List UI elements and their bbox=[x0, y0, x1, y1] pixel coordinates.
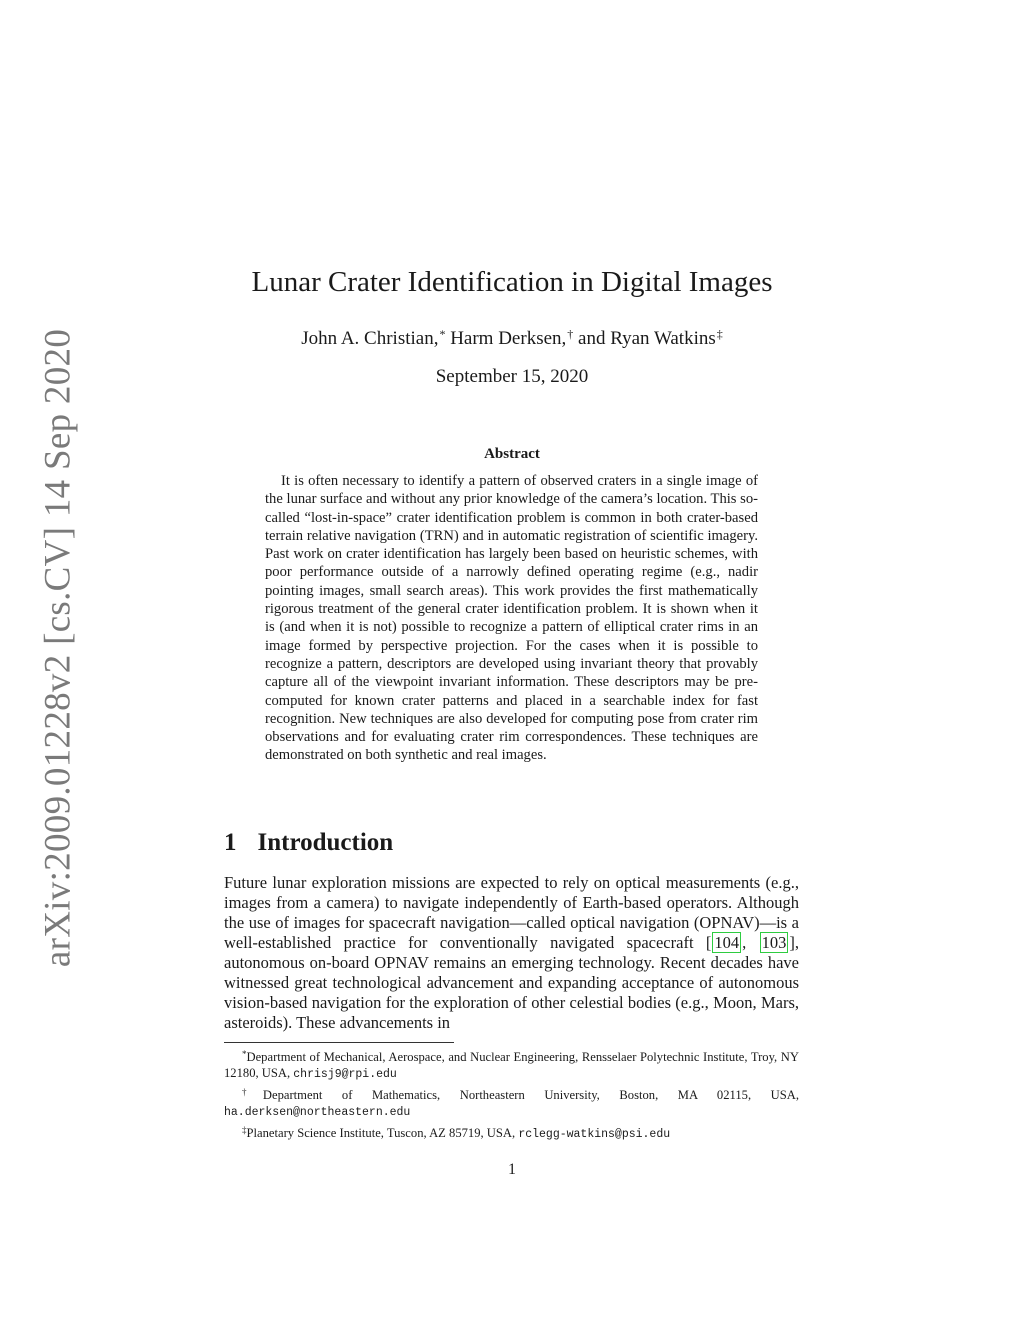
footnote-rule bbox=[224, 1042, 454, 1043]
abstract-text: It is often necessary to identify a pattern of observed craters in a single image of the lunar surface and without any prior knowledge of the camera’s location. This so-called “lost-in-space” crater identification problem is common in both crater-based terrain relative navigation (TRN) and in automatic registration of scientific imagery. Past work on crater identification has largely been based on heuristic schemes, with poor performance outside of a narrowly defined operating regime (e.g., nadir pointing images, small search areas). This work provides the first mathematically rigorous treatment of the general crater identification problem. It is shown when it is (and when it is not) possible to recognize a pattern of elliptical crater rims in an image formed by perspective projection. For the cases when it is possible to recognize a pattern, descriptors are developed using invariant theory that provably capture all of the viewpoint invariant information. These descriptors may be pre-computed for known crater patterns and placed in a searchable index for fast recognition. New techniques are also developed for computing pose from crater rim observations and for evaluating crater rim correspondences. These techniques are demonstrated on both synthetic and real images. bbox=[265, 473, 758, 764]
footnote-mark: ‡ bbox=[242, 1124, 247, 1135]
section-heading bbox=[224, 829, 393, 857]
author-derksen: Harm Derksen, bbox=[450, 328, 567, 349]
intro-text: Future lunar exploration missions are expected to rely on optical measurements (e.g., images from a camera) to navigate independently of Earth-based operators. Although the use of images for spacecraft navigation—called optical navigation (OPNAV)—is a well-established practice for conventionally navigated spacecraft [ bbox=[224, 873, 799, 952]
citation-link[interactable]: 104 bbox=[714, 933, 740, 952]
publication-date: September 15, 2020 bbox=[435, 366, 589, 387]
affiliation-text: Department of Mechanical, Aerospace, and Nuclear Engineering, Rensselaer Polytechnic Institute, Troy, NY 12180, USA, bbox=[224, 1050, 799, 1081]
author-christian: John A. Christian, bbox=[301, 328, 439, 349]
footnote-mark: † bbox=[242, 1086, 263, 1097]
citation-link[interactable]: 103 bbox=[761, 933, 787, 952]
email-address[interactable]: chrisj9@rpi.edu bbox=[293, 1068, 397, 1082]
citation-separator: , bbox=[742, 933, 759, 952]
section-title: Introduction bbox=[257, 829, 394, 856]
section-number: 1 bbox=[224, 829, 237, 856]
intro-text: ], autonomous on-board OPNAV remains an emerging technology. Recent decades have witnessed great technological advancement and expanding acceptance of autonomous vision-based navigation for the exploration of other celestial bodies (e.g., Moon, Mars, asteroids). These advancements in bbox=[224, 933, 800, 1032]
author-watkins: and Ryan Watkins bbox=[578, 328, 716, 349]
affiliation-text: Department of Mathematics, Northeastern University, Boston, MA 02115, USA, bbox=[262, 1087, 800, 1102]
footnote-affiliation bbox=[224, 1084, 799, 1122]
email-address[interactable]: rclegg-watkins@psi.edu bbox=[518, 1127, 671, 1141]
affiliation-text: Planetary Science Institute, Tuscon, AZ 85719, USA, bbox=[246, 1125, 519, 1140]
footnotes bbox=[224, 1046, 799, 1143]
footnote-mark: ‡ bbox=[716, 327, 723, 341]
intro-paragraph bbox=[224, 873, 799, 1033]
footnote-affiliation bbox=[224, 1122, 799, 1143]
page-number: 1 bbox=[508, 1161, 516, 1178]
abstract-heading: Abstract bbox=[484, 446, 540, 462]
paper-title: Lunar Crater Identification in Digital Images bbox=[251, 266, 773, 298]
footnote-mark: * bbox=[439, 327, 446, 341]
arxiv-identifier: arXiv:2009.01228v2 [cs.CV] 14 Sep 2020 bbox=[37, 328, 79, 968]
footnote-mark: † bbox=[567, 327, 574, 341]
footnote-affiliation bbox=[224, 1046, 799, 1084]
author-list bbox=[0, 327, 1024, 350]
email-address[interactable]: ha.derksen@northeastern.edu bbox=[224, 1106, 411, 1120]
footnote-mark: * bbox=[242, 1049, 247, 1059]
